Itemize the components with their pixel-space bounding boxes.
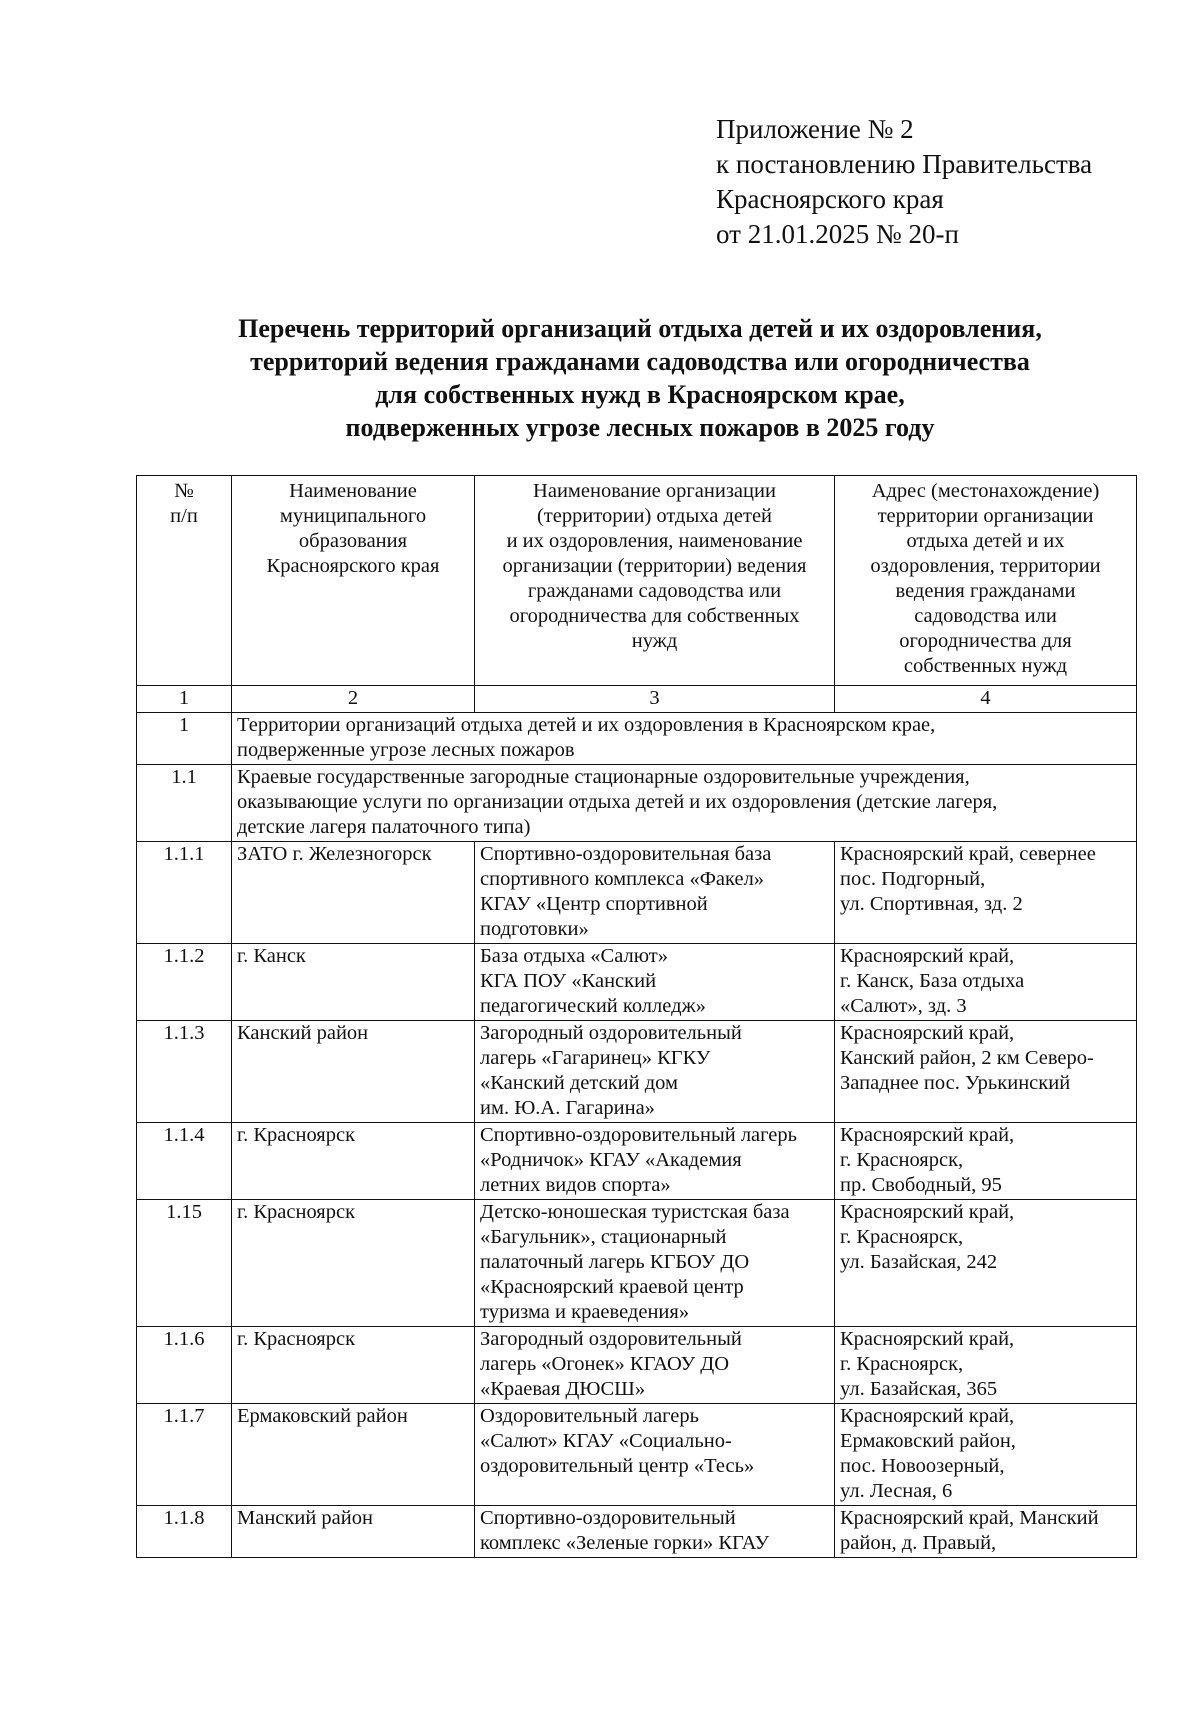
cell-text-line: «Салют» КГАУ «Социально- (480, 1430, 732, 1452)
organization-cell (475, 842, 835, 944)
organization-cell (475, 944, 835, 1021)
cell-text-line: оздоровительный центр «Тесь» (480, 1455, 755, 1477)
address-cell (835, 1200, 1137, 1327)
cell-text-line: муниципального (279, 505, 427, 527)
cell-text-line: Территории организаций отдыха детей и их оздоровления в Красноярском крае, (237, 714, 936, 736)
cell-text-line: ул. Базайская, 365 (840, 1378, 998, 1400)
cell-text-line: База отдыха «Салют» (480, 945, 668, 967)
cell-text-line: п/п (170, 505, 198, 527)
cell-text-line: г. Канск, База отдыха (840, 970, 1025, 992)
column-number: 4 (835, 686, 1137, 713)
cell-text-line: лагерь «Гагаринец» КГКУ (480, 1047, 711, 1069)
municipality-cell: г. Красноярск (232, 1123, 475, 1200)
cell-text-line: лагерь «Огонек» КГАОУ ДО (480, 1353, 730, 1375)
municipality-cell: г. Канск (232, 944, 475, 1021)
header-cell-municipality (232, 476, 475, 686)
row-number: 1.1.6 (137, 1327, 232, 1404)
table-row (137, 1327, 1137, 1404)
column-number: 3 (475, 686, 835, 713)
cell-text-line: Загородный оздоровительный (480, 1022, 742, 1044)
organization-cell (475, 1123, 835, 1200)
column-numbers-row (137, 686, 1137, 713)
cell-text-line: нужд (631, 630, 678, 652)
cell-text-line: ул. Лесная, 6 (840, 1480, 953, 1502)
cell-text-line: КГАУ «Центр спортивной (480, 893, 708, 915)
row-number: 1.1.8 (137, 1506, 232, 1558)
subsection-number: 1.1 (137, 765, 232, 842)
organization-cell (475, 1327, 835, 1404)
subsection-title (232, 765, 1137, 842)
column-number: 2 (232, 686, 475, 713)
cell-text-line: Детско-юношеская туристская база (480, 1201, 790, 1223)
cell-text-line: «Родничок» КГАУ «Академия (480, 1149, 742, 1171)
cell-text-line: Красноярского края (266, 555, 440, 577)
row-number: 1.1.2 (137, 944, 232, 1021)
row-number: 1.1.1 (137, 842, 232, 944)
section-title (232, 713, 1137, 765)
cell-text-line: педагогический колледж» (480, 995, 706, 1017)
address-cell (835, 1021, 1137, 1123)
cell-text-line: Красноярский край, севернее (840, 843, 1096, 865)
cell-text-line: КГА ПОУ «Канский (480, 970, 657, 992)
cell-text-line: Спортивно-оздоровительная база (480, 843, 772, 865)
cell-text-line: Красноярский край, Манский (840, 1507, 1099, 1529)
cell-text-line: г. Красноярск, (840, 1353, 964, 1375)
table-row (137, 944, 1137, 1021)
column-number: 1 (137, 686, 232, 713)
cell-text-line: палаточный лагерь КГБОУ ДО (480, 1251, 750, 1273)
cell-text-line: огородничества для собственных (509, 605, 800, 627)
table-row (137, 842, 1137, 944)
organization-cell (475, 1506, 835, 1558)
address-cell (835, 1506, 1137, 1558)
subsection-row (137, 765, 1137, 842)
cell-text-line: (территории) отдыха детей (536, 505, 773, 527)
table-row (137, 1021, 1137, 1123)
cell-text-line: № (174, 480, 194, 502)
table-row (137, 1123, 1137, 1200)
cell-text-line: образования (298, 530, 408, 552)
municipality-cell: Манский район (232, 1506, 475, 1558)
municipality-cell: ЗАТО г. Железногорск (232, 842, 475, 944)
annex-line: Приложение № 2 (716, 114, 914, 144)
cell-text-line: Наименование (289, 480, 417, 502)
cell-text-line: «Краевая ДЮСШ» (480, 1378, 646, 1400)
cell-text-line: «Красноярский краевой центр (480, 1276, 744, 1298)
cell-text-line: ул. Базайская, 242 (840, 1251, 998, 1273)
row-number: 1.15 (137, 1200, 232, 1327)
cell-text-line: подверженные угрозе лесных пожаров (237, 739, 575, 761)
cell-text-line: Наименование организации (533, 480, 776, 502)
address-cell (835, 842, 1137, 944)
cell-text-line: летних видов спорта» (480, 1174, 671, 1196)
title-line: подверженных угрозе лесных пожаров в 2025 году (345, 413, 935, 442)
cell-text-line: ул. Спортивная, зд. 2 (840, 893, 1023, 915)
cell-text-line: детские лагеря палаточного типа) (237, 816, 531, 838)
cell-text-line: Красноярский край, (840, 1124, 1015, 1146)
cell-text-line: г. Красноярск, (840, 1226, 964, 1248)
annex-line: от 21.01.2025 № 20-п (716, 219, 959, 249)
table-row (137, 1404, 1137, 1506)
title-line: территорий ведения гражданами садоводства или огородничества (250, 347, 1030, 376)
cell-text-line: «Салют», зд. 3 (840, 995, 967, 1017)
cell-text-line: пос. Новоозерный, (840, 1455, 1005, 1477)
title-line: для собственных нужд в Красноярском крае, (375, 380, 905, 409)
cell-text-line: им. Ю.А. Гагарина» (480, 1097, 655, 1119)
cell-text-line: Красноярский край, (840, 945, 1015, 967)
row-number: 1.1.7 (137, 1404, 232, 1506)
cell-text-line: Загородный оздоровительный (480, 1328, 742, 1350)
document-title (130, 312, 1150, 444)
address-cell (835, 1123, 1137, 1200)
cell-text-line: территории организации (877, 505, 1094, 527)
table-row (137, 1506, 1137, 1558)
address-cell (835, 1327, 1137, 1404)
cell-text-line: Канский район, 2 км Северо- (840, 1047, 1094, 1069)
cell-text-line: Краевые государственные загородные стационарные оздоровительные учреждения, (237, 766, 970, 788)
cell-text-line: Красноярский край, (840, 1201, 1015, 1223)
cell-text-line: «Багульник», стационарный (480, 1226, 727, 1248)
municipality-cell: г. Красноярск (232, 1200, 475, 1327)
section-row (137, 713, 1137, 765)
cell-text-line: оздоровления, территории (870, 555, 1101, 577)
address-cell (835, 1404, 1137, 1506)
cell-text-line: гражданами садоводства или (527, 580, 782, 602)
cell-text-line: «Канский детский дом (480, 1072, 678, 1094)
table-row (137, 1200, 1137, 1327)
cell-text-line: район, д. Правый, (840, 1532, 997, 1554)
cell-text-line: туризма и краеведения» (480, 1301, 690, 1323)
organization-cell (475, 1021, 835, 1123)
row-number: 1.1.4 (137, 1123, 232, 1200)
cell-text-line: Оздоровительный лагерь (480, 1405, 700, 1427)
cell-text-line: г. Красноярск, (840, 1149, 964, 1171)
organization-cell (475, 1200, 835, 1327)
header-cell-organization (475, 476, 835, 686)
cell-text-line: организации (территории) ведения (502, 555, 807, 577)
cell-text-line: комплекс «Зеленые горки» КГАУ (480, 1532, 770, 1554)
territories-table (136, 475, 1137, 1558)
table-header-row (137, 476, 1137, 686)
cell-text-line: Западнее пос. Урькинский (840, 1072, 1071, 1094)
header-cell-address (835, 476, 1137, 686)
cell-text-line: пр. Свободный, 95 (840, 1174, 1002, 1196)
cell-text-line: Красноярский край, (840, 1328, 1015, 1350)
cell-text-line: отдыха детей и их (906, 530, 1065, 552)
municipality-cell: Канский район (232, 1021, 475, 1123)
cell-text-line: ведения гражданами (895, 580, 1076, 602)
annex-line: Красноярского края (716, 184, 944, 214)
municipality-cell: г. Красноярск (232, 1327, 475, 1404)
row-number: 1.1.3 (137, 1021, 232, 1123)
cell-text-line: садоводства или (914, 605, 1057, 627)
cell-text-line: Спортивно-оздоровительный лагерь (480, 1124, 797, 1146)
annex-line: к постановлению Правительства (716, 149, 1093, 179)
cell-text-line: оказывающие услуги по организации отдыха детей и их оздоровления (детские лагеря, (237, 791, 998, 813)
cell-text-line: Адрес (местонахождение) (871, 480, 1100, 502)
municipality-cell: Ермаковский район (232, 1404, 475, 1506)
cell-text-line: собственных нужд (903, 655, 1068, 677)
cell-text-line: Красноярский край, (840, 1405, 1015, 1427)
title-line: Перечень территорий организаций отдыха детей и их оздоровления, (238, 314, 1042, 343)
address-cell (835, 944, 1137, 1021)
cell-text-line: Красноярский край, (840, 1022, 1015, 1044)
cell-text-line: и их оздоровления, наименование (506, 530, 803, 552)
header-cell-number (137, 476, 232, 686)
section-number: 1 (137, 713, 232, 765)
cell-text-line: Спортивно-оздоровительный (480, 1507, 736, 1529)
annex-block (716, 112, 1092, 252)
cell-text-line: огородничества для (899, 630, 1072, 652)
cell-text-line: спортивного комплекса «Факел» (480, 868, 765, 890)
cell-text-line: пос. Подгорный, (840, 868, 986, 890)
cell-text-line: подготовки» (480, 918, 589, 940)
organization-cell (475, 1404, 835, 1506)
cell-text-line: Ермаковский район, (840, 1430, 1016, 1452)
